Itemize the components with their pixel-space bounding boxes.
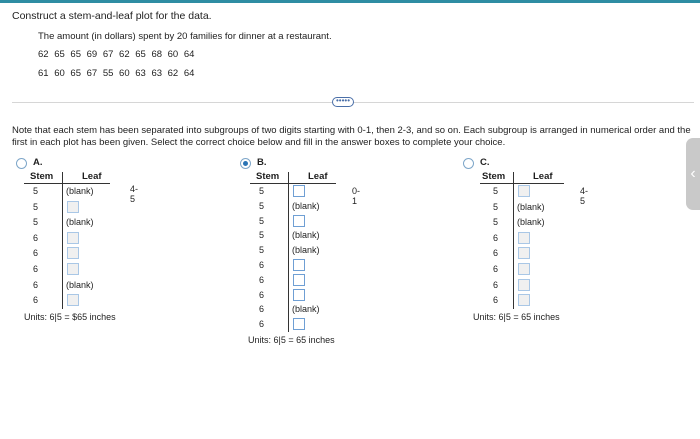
- leaf-answer-box[interactable]: [518, 185, 530, 197]
- leaf-answer-box[interactable]: [67, 294, 79, 306]
- stem-value: 5: [32, 217, 38, 228]
- leaf-answer-box[interactable]: [67, 201, 79, 213]
- leaf-value: (blank): [517, 217, 545, 228]
- leaf-header: Leaf: [82, 171, 102, 182]
- side-panel-toggle[interactable]: [686, 138, 700, 210]
- stem-value: 5: [258, 230, 264, 241]
- stem-value: 6: [492, 248, 498, 259]
- stem-value: 5: [32, 186, 38, 196]
- stem-value: 6: [258, 304, 264, 315]
- leaf-answer-box[interactable]: [293, 274, 305, 286]
- expand-more-button[interactable]: •••••: [332, 97, 354, 107]
- stem-value: 5: [258, 215, 264, 226]
- leaf-answer-box[interactable]: [518, 247, 530, 259]
- data-description: The amount (in dollars) spent by 20 families for dinner at a restaurant.: [38, 31, 332, 42]
- stem-value: 6: [258, 274, 264, 285]
- stem-value: 5: [492, 186, 498, 196]
- stem-value: 6: [32, 279, 38, 290]
- stem-value: 6: [258, 289, 264, 300]
- units-caption: Units: 6|5 = 65 inches: [248, 335, 335, 345]
- stem-value: 5: [258, 245, 264, 256]
- subgroup-label: 4-5: [580, 186, 589, 206]
- data-values-row-2: 61 60 65 67 55 60 63 63 62 64: [38, 68, 195, 79]
- subgroup-label: 4-5: [130, 184, 139, 204]
- top-accent-bar: [0, 0, 700, 3]
- radio-option-c[interactable]: [463, 158, 474, 169]
- stem-value: 5: [492, 201, 498, 212]
- data-values-row-1: 62 65 65 69 67 62 65 68 60 64: [38, 49, 195, 60]
- leaf-answer-box[interactable]: [67, 232, 79, 244]
- stem-value: 6: [492, 279, 498, 290]
- leaf-answer-box[interactable]: [518, 279, 530, 291]
- leaf-value: (blank): [292, 245, 320, 256]
- leaf-header: Leaf: [533, 171, 553, 182]
- stem-value: 5: [492, 217, 498, 228]
- stem-leaf-divider: [288, 172, 289, 332]
- stem-header: Stem: [256, 171, 280, 182]
- units-caption: Units: 6|5 = $65 inches: [24, 311, 116, 322]
- leaf-answer-box[interactable]: [293, 318, 305, 330]
- radio-option-a[interactable]: [16, 158, 27, 169]
- stem-leaf-divider: [62, 172, 63, 309]
- leaf-answer-box[interactable]: [518, 294, 530, 306]
- option-letter[interactable]: B.: [257, 157, 267, 168]
- stem-value: 5: [258, 200, 264, 211]
- instructions-note: Note that each stem has been separated into subgroups of two digits starting with 0-1, then 2-3, and so on. Each subgroup is arranged in numerical order and the first in each plot has been given. Select the correct choice below and fill in the answer boxes to complete your choice.: [12, 125, 691, 148]
- leaf-value: (blank): [292, 304, 320, 315]
- stem-value: 5: [32, 201, 38, 212]
- stem-value: 6: [492, 264, 498, 274]
- stem-header: Stem: [482, 171, 506, 182]
- header-rule: [480, 183, 564, 184]
- leaf-header: Leaf: [308, 171, 328, 182]
- leaf-answer-box[interactable]: [293, 185, 305, 197]
- leaf-answer-box[interactable]: [518, 232, 530, 244]
- leaf-answer-box[interactable]: [293, 215, 305, 227]
- leaf-value: (blank): [517, 201, 545, 212]
- question-prompt: Construct a stem-and-leaf plot for the data.: [12, 10, 212, 22]
- leaf-answer-box[interactable]: [518, 263, 530, 275]
- stem-header: Stem: [30, 171, 54, 182]
- leaf-value: (blank): [66, 279, 94, 290]
- header-rule: [250, 183, 336, 184]
- header-rule: [24, 183, 110, 184]
- stem-value: 6: [32, 295, 38, 306]
- subgroup-label: 0-1: [352, 186, 361, 206]
- stem-value: 6: [32, 232, 38, 243]
- stem-value: 6: [492, 232, 498, 243]
- stem-leaf-divider: [513, 172, 514, 309]
- stem-value: 6: [32, 248, 38, 259]
- stem-value: 6: [32, 264, 38, 274]
- chevron-left-icon: ‹: [690, 165, 696, 182]
- leaf-answer-box[interactable]: [67, 247, 79, 259]
- leaf-answer-box[interactable]: [67, 263, 79, 275]
- leaf-value: (blank): [66, 217, 94, 228]
- stem-value: 6: [258, 260, 264, 270]
- leaf-value: (blank): [66, 186, 94, 196]
- leaf-answer-box[interactable]: [293, 259, 305, 271]
- radio-option-b[interactable]: [240, 158, 251, 169]
- units-caption: Units: 6|5 = 65 inches: [473, 311, 560, 322]
- leaf-answer-box[interactable]: [293, 289, 305, 301]
- leaf-value: (blank): [292, 230, 320, 241]
- option-letter[interactable]: C.: [480, 157, 490, 168]
- option-letter[interactable]: A.: [33, 157, 43, 168]
- leaf-value: (blank): [292, 200, 320, 211]
- stem-value: 6: [258, 319, 264, 330]
- stem-value: 6: [492, 295, 498, 306]
- stem-value: 5: [258, 186, 264, 196]
